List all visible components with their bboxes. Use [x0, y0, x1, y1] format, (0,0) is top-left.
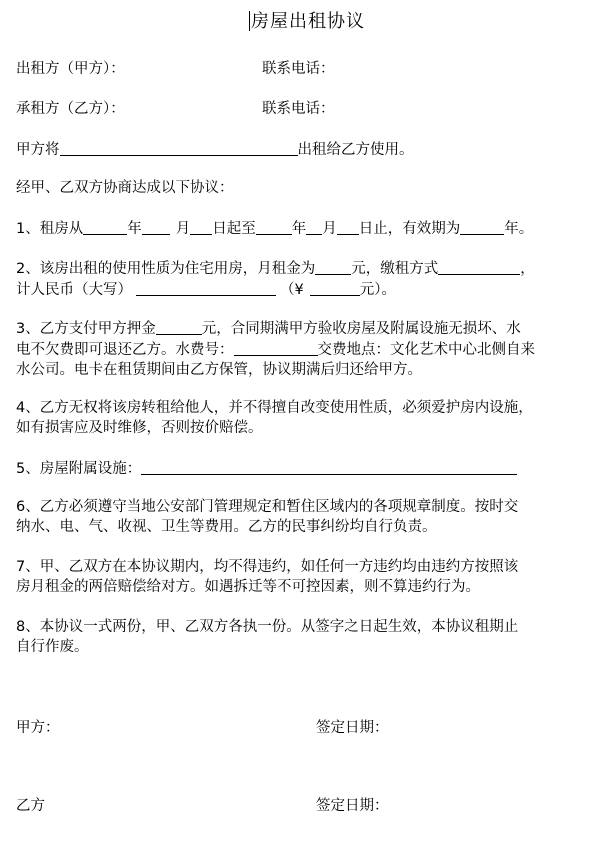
agreement-intro: 经甲、乙双方协商达成以下协议：: [16, 180, 234, 196]
clause-3-text: 3、乙方支付甲方押金: [16, 321, 156, 337]
clause-3-text: 电不欠费即可退还乙方。水费号：: [16, 342, 234, 358]
start-day-blank[interactable]: [190, 218, 212, 235]
clause-1-text: 年: [291, 221, 307, 237]
lessor-label: 出租方（甲方）：: [16, 61, 125, 77]
party-a-signature-label: 甲方：: [16, 720, 60, 736]
clause-1: [16, 218, 533, 239]
property-prefix: 甲方将: [16, 142, 60, 158]
clause-7: [16, 557, 586, 597]
clause-4: [16, 398, 586, 438]
rent-in-words-blank[interactable]: [136, 279, 276, 296]
deposit-blank[interactable]: [156, 318, 202, 335]
clause-2-text: （¥: [280, 282, 304, 298]
payment-method-blank[interactable]: [438, 258, 520, 275]
clause-2-text: 元）。: [359, 282, 396, 298]
clause-8-line-2: 自行作废。: [16, 639, 89, 655]
clause-5-text: 5、房屋附属设施：: [16, 461, 142, 477]
clause-3-text: 交费地点：文化艺术中心北侧自来: [317, 342, 535, 358]
start-month-blank[interactable]: [142, 218, 170, 235]
start-year-blank[interactable]: [83, 218, 127, 235]
clause-7-line-1: 7、甲、乙双方在本协议期内，均不得违约，如任何一方违约均由违约方按照该: [16, 559, 519, 575]
lessee-label: 承租方（乙方）：: [16, 101, 125, 117]
clause-2: [16, 258, 586, 300]
clause-1-text: 月: [322, 221, 337, 237]
clause-6: [16, 497, 586, 537]
party-b-signature-label: 乙方: [16, 798, 45, 814]
property-address-blank[interactable]: [60, 139, 298, 156]
clause-3-row-2: [16, 339, 586, 360]
document-title: 房屋出租协议: [251, 11, 365, 32]
end-month-blank[interactable]: [306, 218, 322, 235]
term-years-blank[interactable]: [460, 218, 504, 235]
clause-1-text: 日止，有效期为: [358, 221, 461, 237]
water-account-blank[interactable]: [234, 339, 318, 356]
rent-amount-blank[interactable]: [310, 279, 360, 296]
clause-8: [16, 617, 586, 657]
clause-1-text: 年: [127, 221, 142, 237]
clause-2-text: 计人民币（大写）: [16, 282, 132, 298]
clause-6-line-1: 6、乙方必须遵守当地公安部门管理规定和暂住区域内的各项规章制度。按时交: [16, 499, 519, 515]
lessor-phone-label: 联系电话：: [262, 61, 335, 77]
clause-2-text: 2、该房出租的使用性质为住宅用房，月租金为: [16, 261, 316, 277]
monthly-rent-blank[interactable]: [315, 258, 351, 275]
clause-7-line-2: 房月租金的两倍赔偿给对方。如遇拆迁等不可控因素，则不算违约行为。: [16, 579, 480, 595]
clause-5: [16, 458, 517, 479]
clause-2-row-2: [16, 279, 586, 300]
party-b-date-label: 签定日期：: [316, 798, 389, 814]
lessee-phone-label: 联系电话：: [262, 101, 335, 117]
lessor-row: [16, 59, 125, 79]
document-title-wrap: [0, 7, 614, 33]
clause-3-row-1: [16, 318, 586, 339]
clause-1-text: 年。: [504, 221, 534, 237]
property-row: [16, 139, 414, 160]
clause-1-text: 月: [175, 221, 191, 237]
property-suffix: 出租给乙方使用。: [297, 142, 414, 158]
clause-3: [16, 318, 586, 380]
clause-4-line-1: 4、乙方无权将该房转租给他人，并不得擅自改变使用性质，必须爱护房内设施，: [16, 400, 533, 416]
lessee-row: [16, 99, 125, 119]
end-day-blank[interactable]: [337, 218, 359, 235]
end-year-blank[interactable]: [256, 218, 292, 235]
clause-3-row-3: 水公司。电卡在租赁期间由乙方保管，协议期满后归还给甲方。: [16, 362, 422, 378]
clause-2-text: 元，缴租方式: [351, 261, 439, 277]
text-cursor: [249, 11, 250, 31]
clause-3-text: 元，合同期满甲方验收房屋及附属设施无损坏、水: [201, 321, 521, 337]
clause-1-text: 日起至: [212, 221, 256, 237]
attached-facilities-blank[interactable]: [141, 458, 517, 475]
clause-4-line-2: 如有损害应及时维修，否则按价赔偿。: [16, 420, 263, 436]
clause-6-line-2: 纳水、电、气、收视、卫生等费用。乙方的民事纠纷均自行负责。: [16, 519, 437, 535]
clause-1-text: 1、租房从: [16, 221, 84, 237]
clause-2-text: ，: [520, 261, 535, 277]
party-a-date-label: 签定日期：: [316, 720, 389, 736]
clause-8-line-1: 8、本协议一式两份，甲、乙双方各执一份。从签字之日起生效，本协议租期止: [16, 619, 519, 635]
clause-2-row-1: [16, 258, 586, 279]
